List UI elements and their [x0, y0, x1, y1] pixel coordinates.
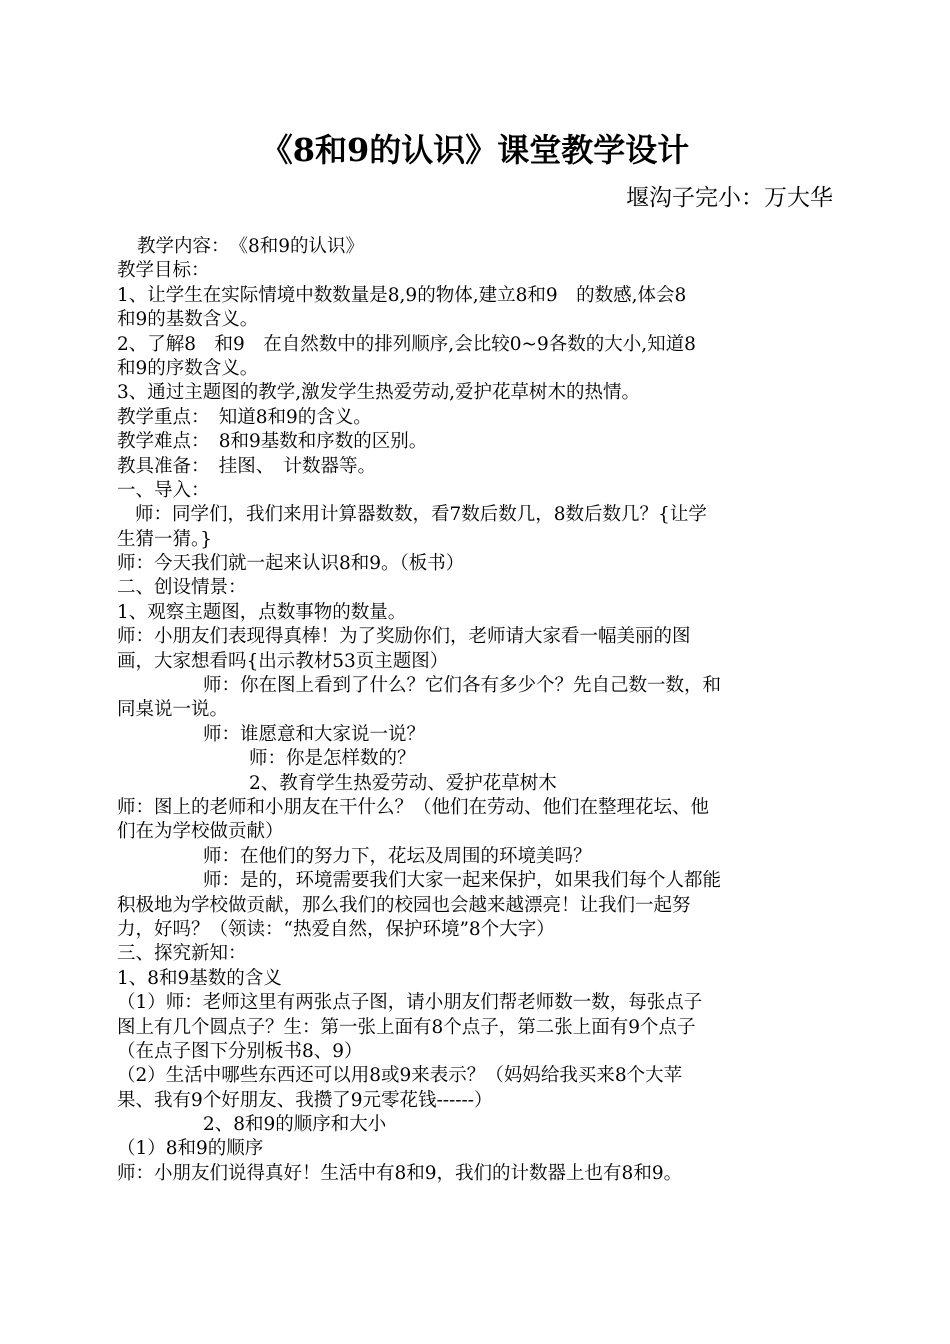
- paragraph-line: （在点子图下分别板书8、9）: [117, 1040, 363, 1062]
- paragraph-line: 师：小朋友们表现得真棒！为了奖励你们，老师请大家看一幅美丽的图: [117, 626, 691, 648]
- paragraph-line: 图上有几个圆点子？生：第一张上面有8个点子，第二张上面有9个点子: [117, 1016, 696, 1038]
- paragraph-line: 教学内容： 《8和9的认识》: [137, 236, 365, 257]
- paragraph-line: （2）生活中哪些东西还可以用8或9来表示？（妈妈给我买来8个大苹: [117, 1065, 683, 1087]
- paragraph-line: 积极地为学校做贡献，那么我们的校园也会越来越漂亮！让我们一起努: [117, 894, 691, 916]
- paragraph-line: 2、了解8 和9 在自然数中的排列顺序,会比较0~9各数的大小,知道8: [117, 333, 696, 355]
- document-body: [117, 235, 835, 1186]
- paragraph-line: （1）师：老师这里有两张点子图，请小朋友们帮老师数一数，每张点子: [117, 992, 703, 1014]
- paragraph-line: 教学重点： 知道8和9的含义。: [117, 406, 372, 428]
- paragraph-line: 1、8和9基数的含义: [117, 967, 282, 989]
- paragraph-line: 师：在他们的努力下，花坛及周围的环境美吗？: [203, 845, 592, 867]
- paragraph-line: 教学目标：: [117, 260, 210, 282]
- paragraph-line: 师：小朋友们说得真好！生活中有8和9，我们的计数器上也有8和9。: [117, 1162, 683, 1184]
- paragraph-line: 生猜一猜。}: [117, 528, 213, 550]
- paragraph-line: 和9的基数含义。: [117, 309, 259, 331]
- paragraph-line: 三、探究新知：: [117, 943, 247, 965]
- paragraph-line: 果、我有9个好朋友、我攒了9元零花钱------）: [117, 1089, 493, 1111]
- paragraph-line: 们在为学校做贡献）: [117, 821, 284, 843]
- paragraph-line: 一、导入：: [117, 479, 210, 501]
- paragraph-line: 力，好吗？（领读：“热爱自然，保护环境”8个大字）: [117, 918, 555, 940]
- paragraph-line: 师：你在图上看到了什么？它们各有多少个？先自己数一数，和: [203, 675, 722, 697]
- paragraph-line: 教学难点： 8和9基数和序数的区别。: [117, 431, 428, 453]
- paragraph-line: 2、教育学生热爱劳动、爱护花草树木: [249, 772, 557, 794]
- paragraph-line: 师：谁愿意和大家说一说？: [203, 723, 426, 745]
- paragraph-line: （1）8和9的顺序: [117, 1138, 264, 1160]
- paragraph-line: 师：同学们，我们来用计算器数数，看7数后数几，8数后数几？{让学: [135, 504, 707, 526]
- paragraph-line: 1、观察主题图，点数事物的数量。: [117, 601, 407, 623]
- paragraph-line: 师：今天我们就一起来认识8和9。（板书）: [117, 553, 465, 575]
- paragraph-line: 二、创设情景：: [117, 577, 247, 599]
- paragraph-line: 教具准备： 挂图、 计数器等。: [117, 455, 377, 477]
- paragraph-line: 1、让学生在实际情境中数数量是8,9的物体,建立8和9 的数感,体会8: [117, 284, 687, 306]
- paragraph-line: 3、通过主题图的教学,激发学生热爱劳动,爱护花草树木的热情。: [117, 382, 641, 404]
- paragraph-line: 和9的序数含义。: [117, 357, 259, 379]
- document-author: 堰沟子完小：万大华: [626, 185, 833, 211]
- paragraph-line: 2、8和9的顺序和大小: [203, 1114, 387, 1136]
- paragraph-line: 师：图上的老师和小朋友在干什么？（他们在劳动、他们在整理花坛、他: [117, 796, 710, 818]
- paragraph-line: 同桌说一说。: [117, 699, 229, 721]
- paragraph-line: 师：你是怎样数的？: [249, 748, 416, 770]
- document-title: 《8和9的认识》课堂教学设计: [260, 131, 690, 169]
- paragraph-line: 师：是的，环境需要我们大家一起来保护，如果我们每个人都能: [203, 870, 722, 892]
- paragraph-line: 画，大家想看吗{出示教材53页主题图）: [117, 650, 449, 672]
